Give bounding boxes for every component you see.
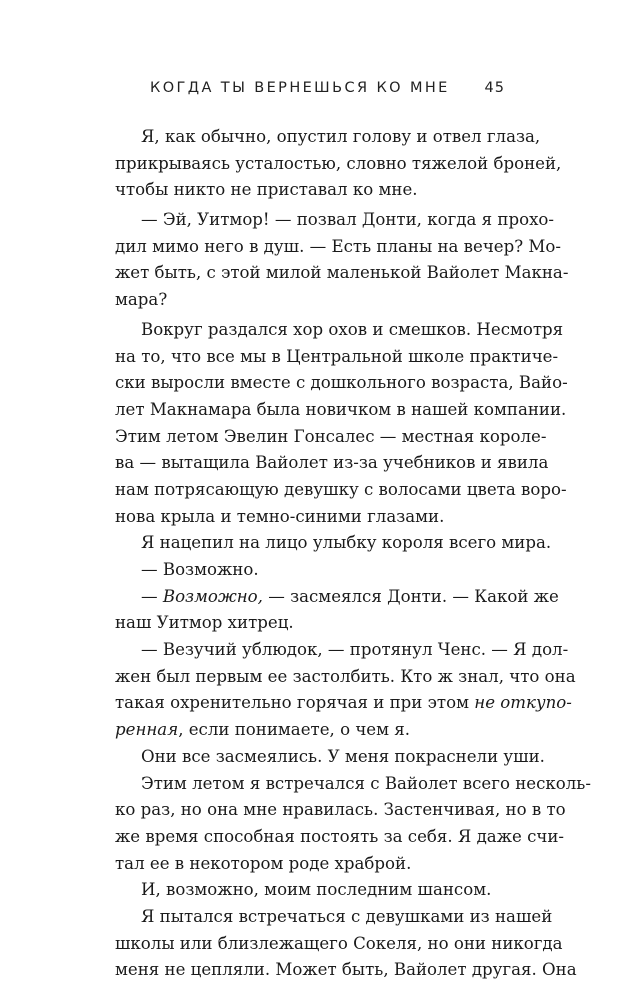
text-line: меня не цепляли. Может быть, Вайолет другая. Она [115,960,577,980]
text-line: тал ее в некотором роде храброй. [115,853,412,873]
text-line: — Возможно. [141,560,259,579]
emphasis: ренная [115,720,179,740]
text-line: — Везучий ублюдок, — протянул Ченс. — Я дол- [141,640,569,660]
text-line: жен был первым ее застолбить. Кто ж знал, что она [115,666,576,686]
text-line: нам потрясающую девушку с волосами цвета воро- [115,479,567,499]
emphasis: Возможно, [162,586,263,606]
text-line: лет Макнамара была новичком в нашей компании. [115,399,567,419]
text-line: — Возможно, — засмеялся Донти. — Какой же [141,586,559,606]
text-line: Они все засмеялись. У меня покраснели уши. [141,746,545,766]
text-line: дил мимо него в душ. — Есть планы на вечер? Мо- [115,236,562,256]
text-line: мара? [115,290,168,310]
text-line: на то, что все мы в Центральной школе практиче- [115,346,559,366]
text-line: Я пытался встречаться с девушками из нашей [141,906,553,926]
text-line: наш Уитмор хитрец. [115,613,294,633]
text-line: ко раз, но она мне нравилась. Застенчивая, но в то [115,800,566,820]
text-line: Этим летом Эвелин Гонсалес — местная короле- [115,426,547,446]
text-line: же время способная постоять за себя. Я даже счи- [115,826,564,846]
text-line: такая охренительно горячая и при этом не откупо- [115,693,572,713]
body-text [115,124,591,984]
text-line: Я нацепил на лицо улыбку короля всего мира. [141,533,552,553]
text-line: ва — вытащила Вайолет из-за учебников и явила [115,453,549,473]
text-line: жет быть, с этой милой маленькой Вайолет Макна- [115,263,569,283]
text-line: ски выросли вместе с дошкольного возраста, Вайо- [115,373,568,393]
emphasis: не откупо- [474,693,572,713]
text-line: Я, как обычно, опустил голову и отвел глаза, [141,127,541,146]
text-line: И, возможно, моим последним шансом. [141,880,492,900]
text-line: школы или близлежащего Сокеля, но они никогда [115,933,563,953]
text-line: — Эй, Уитмор! — позвал Донти, когда я прохо- [141,210,555,230]
page-number: 45 [484,80,505,96]
text-line: прикрываясь усталостью, словно тяжелой броней, [115,153,562,173]
text-line: Вокруг раздался хор охов и смешков. Несмотря [141,319,564,339]
book-title: КОГДА ТЫ ВЕРНЕШЬСЯ КО МНЕ [150,80,450,96]
text-line: нова крыла и темно-синими глазами. [115,506,445,526]
text-line: Этим летом я встречался с Вайолет всего несколь- [141,773,591,793]
text-line: чтобы никто не приставал ко мне. [115,180,418,200]
text-line: ренная, если понимаете, о чем я. [115,720,411,740]
